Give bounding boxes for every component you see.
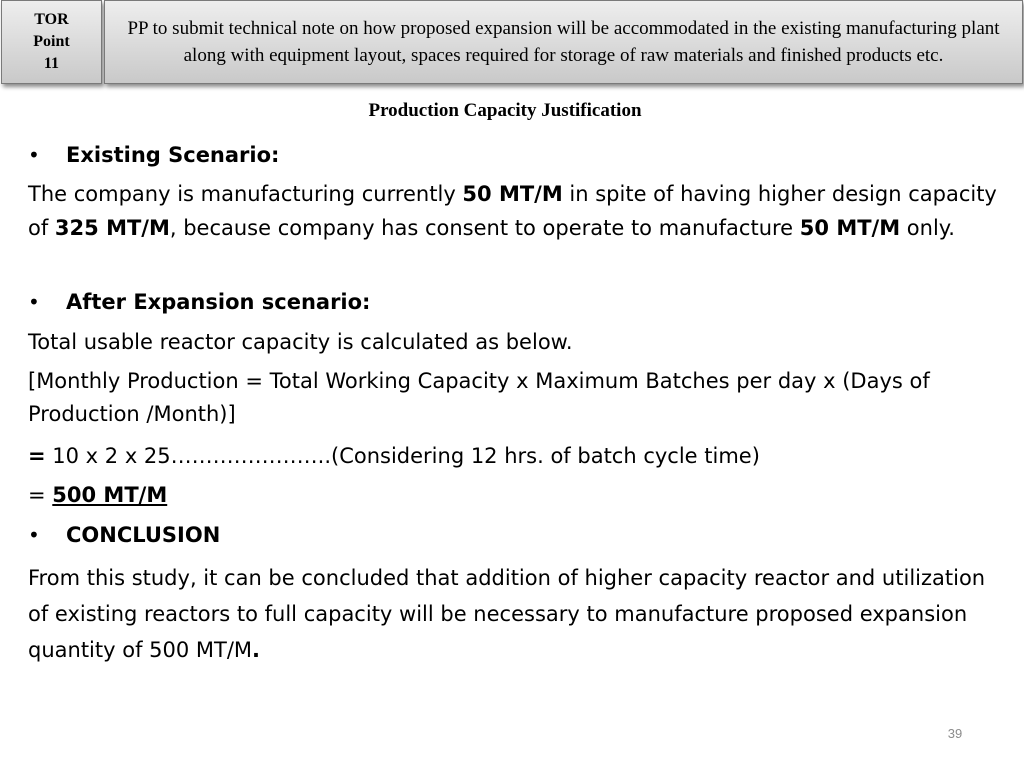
tor-point-box: [1, 0, 102, 84]
bullet-conclusion: [28, 518, 1003, 552]
expansion-heading: After Expansion scenario:: [66, 290, 371, 314]
existing-text: The company is manufacturing currently: [28, 182, 463, 206]
conclusion-text: From this study, it can be concluded that addition of higher capacity reactor and utilization of existing reactors to full capacity will be necessary to manufacture proposed expansion quantity of 500 MT/M: [28, 566, 986, 662]
expansion-intro: Total usable reactor capacity is calculated as below.: [28, 330, 573, 354]
formula-text: [Monthly Production = Total Working Capacity x Maximum Batches per day x (Days of Production /Month)]: [28, 369, 930, 426]
tor-note-text: PP to submit technical note on how proposed expansion will be accommodated in the existing manufacturing plant along with equipment layout, spaces required for storage of raw materials and finished products etc.: [127, 18, 1000, 66]
existing-current-capacity: 50 MT/M: [462, 182, 563, 206]
tor-point-label: Point: [33, 33, 70, 50]
existing-text: , because company has consent to operate to manufacture: [169, 216, 800, 240]
bullet-dot: •: [28, 523, 40, 547]
calc-equals: =: [28, 444, 46, 468]
bullet-expansion: [28, 285, 1003, 319]
existing-consent-capacity: 50 MT/M: [799, 216, 901, 240]
bullet-existing: [28, 138, 1003, 172]
result-line: [28, 478, 1003, 512]
existing-paragraph: [28, 177, 1003, 245]
page-number: 39: [947, 726, 963, 741]
result-equals: =: [28, 483, 53, 507]
existing-design-capacity: 325 MT/M: [54, 216, 170, 240]
existing-text: in spite of having higher design capacity of: [28, 182, 997, 240]
conclusion-period: .: [252, 638, 261, 662]
bullet-dot: •: [28, 290, 40, 314]
calc-text: 10 x 2 x 25…………………..(Considering 12 hrs. of batch cycle time): [45, 444, 760, 468]
tor-point-number: 11: [43, 55, 60, 72]
conclusion-heading: CONCLUSION: [66, 523, 221, 547]
existing-text: only.: [900, 216, 955, 240]
tor-label: TOR: [34, 11, 69, 28]
bullet-dot: •: [28, 143, 40, 167]
tor-note-box: [104, 0, 1023, 84]
existing-heading: Existing Scenario:: [66, 143, 280, 167]
conclusion-paragraph: [28, 560, 1003, 668]
slide-title: Production Capacity Justification: [368, 100, 642, 121]
calculation-line: [28, 439, 1003, 473]
result-value: 500 MT/M: [52, 483, 168, 507]
